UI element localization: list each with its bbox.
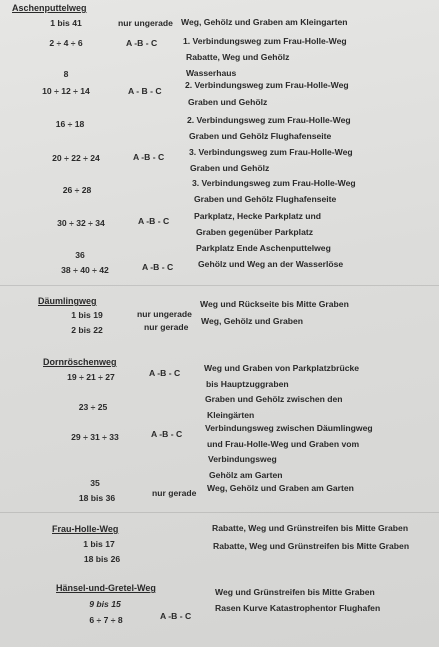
assignment-mode: A -B - C bbox=[142, 262, 174, 272]
assignment-mode: A -B - C bbox=[149, 368, 181, 378]
task-description: Rabatte, Weg und Grünstreifen bis Mitte Graben bbox=[213, 541, 410, 551]
task-description: Graben und Gehölz bbox=[190, 163, 270, 173]
task-description: Weg und Graben von Parkplatzbrücke bbox=[204, 363, 360, 373]
house-numbers: 38 ÷ 40 ÷ 42 bbox=[61, 265, 109, 275]
assignment-mode: nur gerade bbox=[144, 322, 189, 332]
house-numbers: 16 ÷ 18 bbox=[55, 119, 85, 129]
assignment-mode: A -B - C bbox=[133, 152, 165, 162]
task-description: Weg und Rückseite bis Mitte Graben bbox=[200, 299, 349, 309]
assignment-mode: nur gerade bbox=[152, 488, 197, 498]
house-numbers: 36 bbox=[75, 250, 85, 260]
task-description: bis Hauptzuggraben bbox=[206, 379, 289, 389]
house-numbers: 29 ÷ 31 ÷ 33 bbox=[71, 432, 119, 442]
task-description: und Frau-Holle-Weg und Graben vom bbox=[207, 439, 360, 449]
house-numbers: 2 bis 22 bbox=[71, 325, 103, 335]
task-description: Wasserhaus bbox=[186, 68, 237, 78]
house-numbers: 35 bbox=[90, 478, 100, 488]
section-heading: Däumlingweg bbox=[38, 296, 97, 306]
task-description: Weg, Gehölz und Graben am Garten bbox=[207, 483, 354, 493]
assignment-mode: A - B - C bbox=[128, 86, 162, 96]
house-numbers: 26 ÷ 28 bbox=[62, 185, 92, 195]
section-heading: Frau-Holle-Weg bbox=[52, 524, 119, 534]
house-numbers: 20 ÷ 22 ÷ 24 bbox=[52, 153, 100, 163]
task-description: Weg, Gehölz und Graben am Kleingarten bbox=[181, 17, 348, 27]
task-description: 2. Verbindungsweg zum Frau-Holle-Weg bbox=[185, 80, 349, 90]
house-numbers: 8 bbox=[63, 69, 69, 79]
task-description: 3. Verbindungsweg zum Frau-Holle-Weg bbox=[192, 178, 356, 188]
task-description: 1. Verbindungsweg zum Frau-Holle-Weg bbox=[183, 36, 347, 46]
task-description: Verbindungsweg bbox=[208, 454, 277, 464]
house-numbers: 9 bis 15 bbox=[89, 599, 121, 609]
house-numbers: 10 ÷ 12 ÷ 14 bbox=[42, 86, 90, 96]
task-description: Graben und Gehölz bbox=[188, 97, 268, 107]
task-description: Weg, Gehölz und Graben bbox=[201, 316, 304, 326]
assignment-mode: A -B - C bbox=[126, 38, 158, 48]
assignment-mode: A -B - C bbox=[151, 429, 183, 439]
house-numbers: 1 bis 41 bbox=[50, 18, 82, 28]
house-numbers: 18 bis 26 bbox=[83, 554, 121, 564]
house-numbers: 23 ÷ 25 bbox=[78, 402, 108, 412]
task-description: Kleingärten bbox=[207, 410, 255, 420]
house-numbers: 1 bis 19 bbox=[71, 310, 103, 320]
assignment-mode: A -B - C bbox=[138, 216, 170, 226]
house-numbers: 1 bis 17 bbox=[83, 539, 115, 549]
paper-fold bbox=[0, 285, 439, 286]
task-description: Graben und Gehölz Flughafenseite bbox=[194, 194, 337, 204]
section-heading: Aschenputtelweg bbox=[12, 3, 87, 13]
house-numbers: 18 bis 36 bbox=[78, 493, 116, 503]
task-description: 2. Verbindungsweg zum Frau-Holle-Weg bbox=[187, 115, 351, 125]
paper-fold bbox=[0, 512, 439, 513]
house-numbers: 19 ÷ 21 ÷ 27 bbox=[67, 372, 115, 382]
task-description: Parkplatz Ende Aschenputtelweg bbox=[196, 243, 331, 253]
task-description: Gehölz am Garten bbox=[209, 470, 283, 480]
section-heading: Dornröschenweg bbox=[43, 357, 117, 367]
house-numbers: 30 ÷ 32 ÷ 34 bbox=[57, 218, 105, 228]
house-numbers: 6 ÷ 7 ÷ 8 bbox=[89, 615, 123, 625]
task-description: 3. Verbindungsweg zum Frau-Holle-Weg bbox=[189, 147, 353, 157]
assignment-mode: A -B - C bbox=[160, 611, 192, 621]
task-description: Verbindungsweg zwischen Däumlingweg bbox=[205, 423, 373, 433]
task-description: Graben und Gehölz zwischen den bbox=[205, 394, 343, 404]
task-description: Gehölz und Weg an der Wasserlöse bbox=[198, 259, 344, 269]
task-description: Rabatte, Weg und Grünstreifen bis Mitte Graben bbox=[212, 523, 409, 533]
task-description: Graben und Gehölz Flughafenseite bbox=[189, 131, 332, 141]
task-description: Rasen Kurve Katastrophentor Flughafen bbox=[215, 603, 381, 613]
task-description: Weg und Grünstreifen bis Mitte Graben bbox=[215, 587, 375, 597]
task-description: Rabatte, Weg und Gehölz bbox=[186, 52, 290, 62]
task-description: Parkplatz, Hecke Parkplatz und bbox=[194, 211, 322, 221]
section-heading: Hänsel-und-Gretel-Weg bbox=[56, 583, 156, 593]
house-numbers: 2 ÷ 4 ÷ 6 bbox=[49, 38, 83, 48]
task-description: Graben gegenüber Parkplatz bbox=[196, 227, 314, 237]
assignment-mode: nur ungerade bbox=[137, 309, 192, 319]
assignment-mode: nur ungerade bbox=[118, 18, 173, 28]
